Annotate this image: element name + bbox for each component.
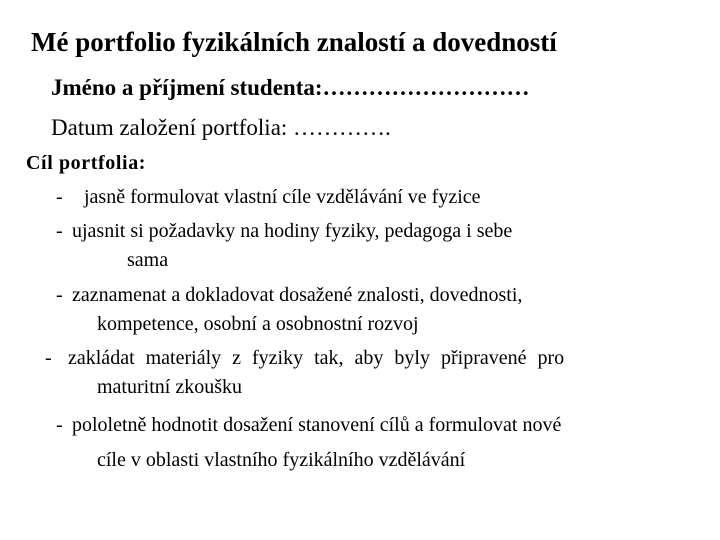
bullet-dash: - bbox=[45, 347, 52, 369]
page-title: Mé portfolio fyzikálních znalostí a dovedností bbox=[31, 27, 557, 57]
goal-item-4-line-2: maturitní zkoušku bbox=[97, 376, 242, 398]
goal-item-5-line-2: cíle v oblasti vlastního fyzikálního vzdělávání bbox=[97, 449, 466, 471]
goal-item-3-line-1: zaznamenat a dokladovat dosažené znalosti, dovednosti, bbox=[72, 284, 523, 306]
bullet-dash: - bbox=[56, 414, 63, 436]
goal-item-1-line-1: jasně formulovat vlastní cíle vzdělávání ve fyzice bbox=[84, 186, 481, 208]
goal-item-3-line-2: kompetence, osobní a osobnostní rozvoj bbox=[97, 313, 419, 335]
bullet-dash: - bbox=[56, 284, 63, 306]
goal-item-2-line-2: sama bbox=[127, 249, 169, 271]
bullet-dash: - bbox=[56, 186, 63, 208]
bullet-dash: - bbox=[56, 220, 63, 242]
goal-item-2-line-1: ujasnit si požadavky na hodiny fyziky, pedagoga i sebe bbox=[72, 220, 513, 242]
student-name-label: Jméno a příjmení studenta:……………………… bbox=[51, 75, 530, 100]
goal-item-4-line-1: zakládat materiály z fyziky tak, aby byly připravené pro bbox=[68, 347, 565, 369]
goal-item-5-line-1: pololetně hodnotit dosažení stanovení cílů a formulovat nové bbox=[72, 414, 562, 436]
portfolio-date-label: Datum založení portfolia: …………. bbox=[51, 115, 391, 140]
goal-heading: Cíl portfolia: bbox=[26, 152, 147, 174]
